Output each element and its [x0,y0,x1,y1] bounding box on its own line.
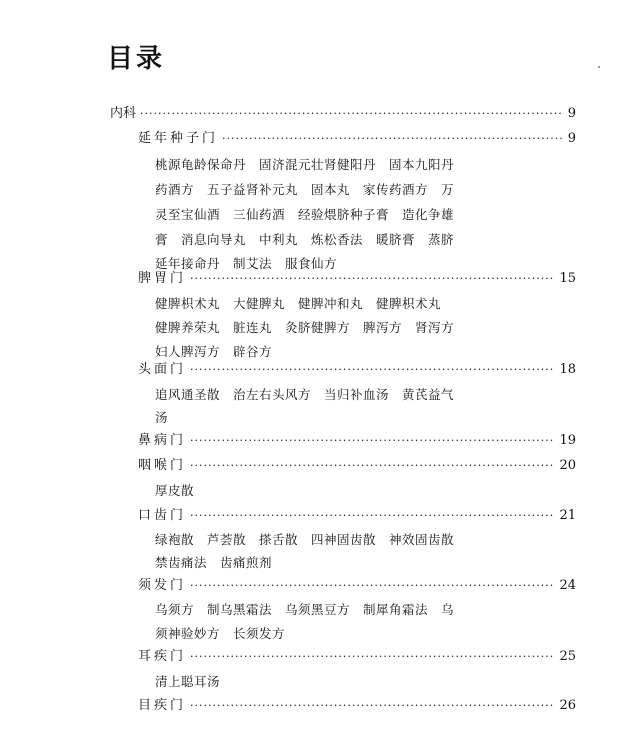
toc-entry-label: 延年种子门 [138,131,219,146]
toc-sub-line: 绿袍散 芦荟散 搽舌散 四神固齿散 神效固齿散 [155,532,455,547]
toc-sub-line: 须神验妙方 长须发方 [155,626,286,641]
toc-sub-line: 健脾枳术丸 大健脾丸 健脾冲和丸 健脾枳术丸 [155,296,442,311]
toc-entry-kouchi[interactable] [138,506,576,526]
leader-dots [190,456,555,476]
leader-dots [190,269,555,289]
toc-entry-page: 20 [559,458,576,473]
toc-entry-page: 15 [559,271,576,286]
leader-dots [140,104,564,124]
leader-dots [190,696,555,716]
toc-sub-line: 膏 消息向导丸 中利丸 炼松香法 暖脐膏 蒸脐 [155,232,455,247]
leader-dots [190,506,555,526]
toc-entry-yanhou[interactable] [138,456,576,476]
leader-dots [190,647,555,667]
toc-sub-line: 禁齿痛法 齿痛煎剂 [155,555,273,570]
toc-entry-piwei[interactable] [138,269,576,289]
toc-entry-yannian[interactable] [138,129,576,149]
toc-entry-label: 口齿门 [138,508,187,523]
toc-entry-label: 咽喉门 [138,458,187,473]
toc-entry-label: 脾胃门 [138,271,187,286]
toc-entry-label: 耳疾门 [138,649,187,664]
toc-entry-page: 19 [559,433,576,448]
leader-dots [190,576,555,596]
leader-dots [222,129,564,149]
toc-entry-muji[interactable] [138,696,576,716]
toc-sub-line: 药酒方 五子益肾补元丸 固本丸 家传药酒方 万 [155,182,455,197]
toc-entry-label: 鼻病门 [138,433,187,448]
toc-sub-line: 延年接命丹 制艾法 服食仙方 [155,256,338,271]
leader-dots [190,431,555,451]
toc-entry-page: 24 [559,578,576,593]
page-title: 目录 [107,44,166,74]
toc-entry-page: 21 [559,508,576,523]
scan-speck [598,66,600,68]
toc-sub-line: 汤 [155,410,169,425]
toc-entry-label: 目疾门 [138,698,187,713]
toc-entry-label: 须发门 [138,578,187,593]
toc-sub-line: 追风通圣散 治左右头风方 当归补血汤 黄芪益气 [155,387,455,402]
leader-dots [190,360,555,380]
toc-sub-line: 桃源龟龄保命丹 固济混元壮肾健阳丹 固本九阳丹 [155,157,455,172]
toc-sub-line: 灵至宝仙酒 三仙药酒 经验煨脐种子膏 造化争雄 [155,207,455,222]
toc-entry-bibing[interactable] [138,431,576,451]
toc-sub-line: 妇人脾泻方 辟谷方 [155,344,273,359]
toc-sub-line: 厚皮散 [155,483,195,498]
toc-entry-page: 18 [559,362,576,377]
toc-entry-label: 头面门 [138,362,187,377]
toc-entry-page: 26 [559,698,576,713]
toc-entry-neike[interactable] [110,104,576,124]
toc-entry-page: 25 [559,649,576,664]
toc-entry-xufa[interactable] [138,576,576,596]
toc-entry-page: 9 [567,131,576,146]
toc-sub-line: 健脾养荣丸 脏连丸 灸脐健脾方 脾泻方 肾泻方 [155,320,455,335]
toc-entry-page: 9 [567,106,576,121]
toc-entry-erji[interactable] [138,647,576,667]
toc-sub-line: 清上聪耳汤 [155,674,221,689]
toc-sub-line: 乌须方 制乌黑霜法 乌须黑豆方 制犀角霜法 乌 [155,602,455,617]
toc-entry-label: 内科 [110,106,137,121]
toc-entry-toumian[interactable] [138,360,576,380]
